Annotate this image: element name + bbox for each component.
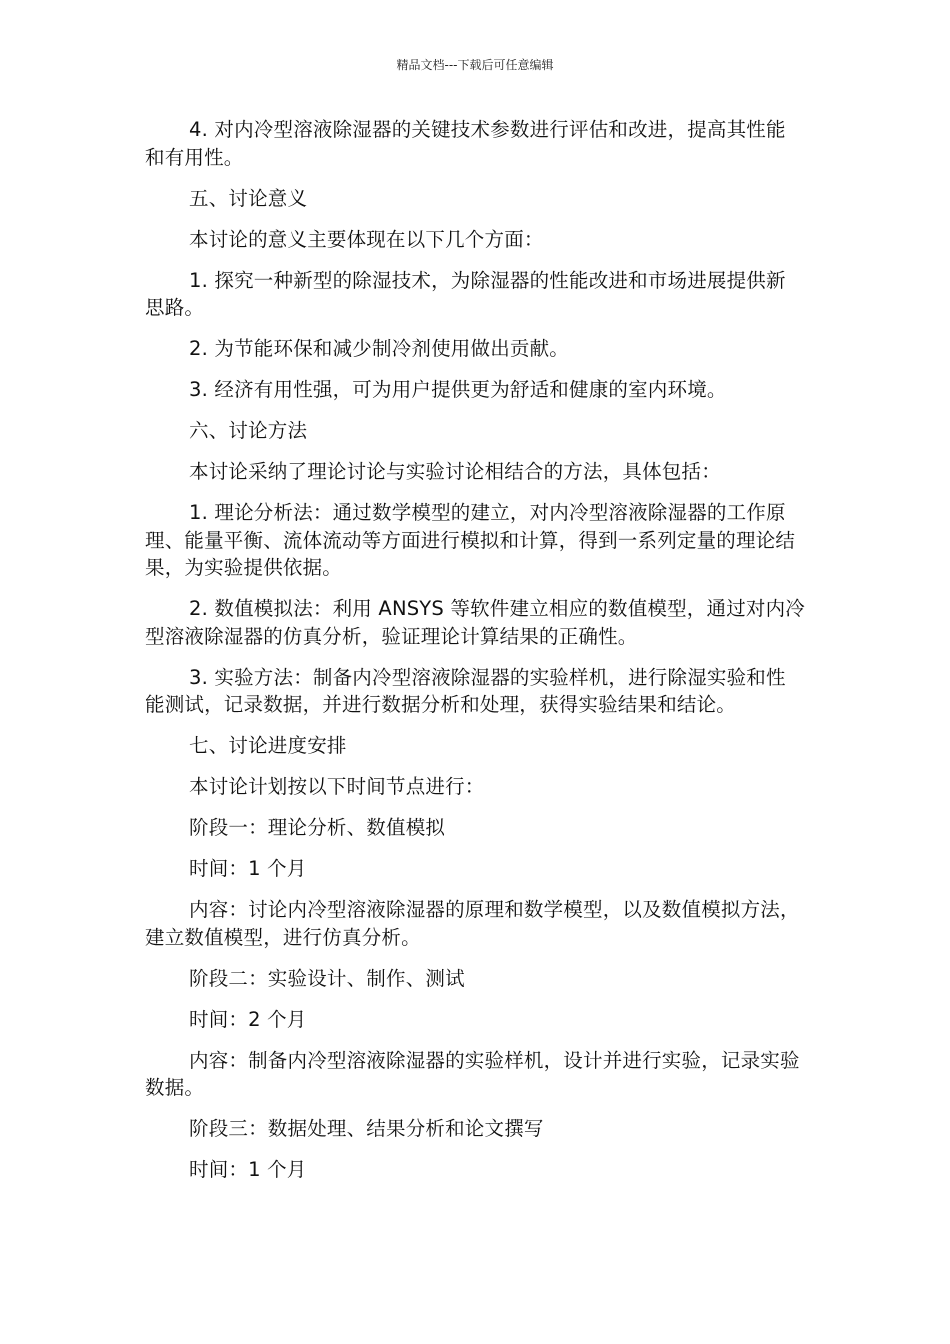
stage-1-time: 时间：1 个月 xyxy=(189,857,307,880)
list-item-significance-2: 2. 为节能环保和减少制冷剂使用做出贡献。 xyxy=(189,337,570,360)
stage-2-time: 时间：2 个月 xyxy=(189,1007,307,1031)
stage-1-content: 内容：讨论内冷型溶液除湿器的原理和数学模型，以及数值模拟方法，建立数值模型，进行仿真分析。 xyxy=(145,898,800,949)
paragraph-methods-intro: 本讨论采纳了理论讨论与实验讨论相结合的方法，具体包括： xyxy=(189,460,721,483)
stage-2-title: 阶段二：实验设计、制作、测试 xyxy=(189,966,465,990)
list-item-method-2: 2. 数值模拟法：利用 ANSYS 等软件建立相应的数值模型，通过对内冷型溶液除湿器的仿真分析，验证理论计算结果的正确性。 xyxy=(145,597,805,648)
section-heading-significance: 五、讨论意义 xyxy=(189,186,308,210)
paragraph-significance-intro: 本讨论的意义主要体现在以下几个方面： xyxy=(189,227,544,251)
section-heading-schedule: 七、讨论进度安排 xyxy=(189,734,347,757)
section-heading-methods: 六、讨论方法 xyxy=(189,419,308,442)
stage-1-title: 阶段一：理论分析、数值模拟 xyxy=(189,816,446,839)
list-item-method-1: 1. 理论分析法：通过数学模型的建立，对内冷型溶液除湿器的工作原理、能量平衡、流体流动等方面进行模拟和计算，得到一系列定量的理论结果，为实验提供依据。 xyxy=(145,501,796,579)
page-header: 精品文档---下载后可任意编辑 xyxy=(396,58,554,72)
list-item-significance-1: 1. 探究一种新型的除湿技术，为除湿器的性能改进和市场进展提供新思路。 xyxy=(145,268,786,319)
stage-3-time: 时间：1 个月 xyxy=(189,1158,307,1181)
list-item-goal-4: 4. 对内冷型溶液除湿器的关键技术参数进行评估和改进，提高其性能和有用性。 xyxy=(145,118,786,169)
list-item-method-3: 3. 实验方法：制备内冷型溶液除湿器的实验样机，进行除湿实验和性能测试，记录数据，并进行数据分析和处理，获得实验结果和结论。 xyxy=(145,665,786,716)
list-item-significance-3: 3. 经济有用性强，可为用户提供更为舒适和健康的室内环境。 xyxy=(189,378,727,401)
stage-3-title: 阶段三：数据处理、结果分析和论文撰写 xyxy=(189,1117,544,1140)
paragraph-schedule-intro: 本讨论计划按以下时间节点进行： xyxy=(189,775,485,798)
stage-2-content: 内容：制备内冷型溶液除湿器的实验样机，设计并进行实验，记录实验数据。 xyxy=(145,1048,800,1099)
document-body xyxy=(145,116,805,1197)
